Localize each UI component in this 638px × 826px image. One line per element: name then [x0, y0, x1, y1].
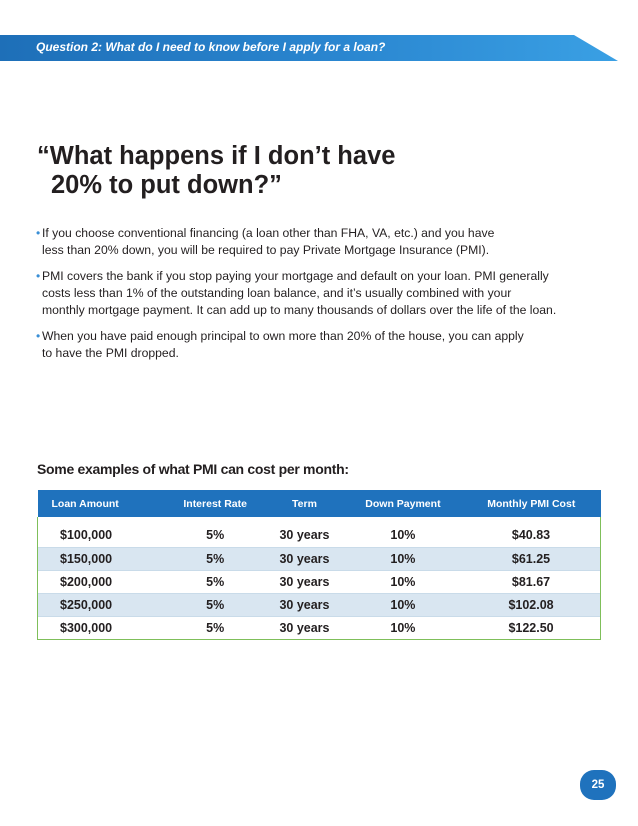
- table-row: [38, 570, 601, 593]
- cell-loan-amount: $300,000: [38, 616, 166, 639]
- bullet-line: to have the PMI dropped.: [42, 346, 179, 360]
- column-header-interest-rate: Interest Rate: [165, 490, 265, 517]
- cell-monthly-pmi-cost: $61.25: [462, 547, 600, 570]
- cell-down-payment: 10%: [344, 547, 462, 570]
- section-title: Question 2: What do I need to know before I apply for a loan?: [36, 40, 386, 54]
- bullet-item: [36, 268, 606, 319]
- cell-interest-rate: 5%: [206, 527, 225, 542]
- cell-monthly-pmi-cost: $81.67: [462, 570, 600, 593]
- cell-term: 30 years: [265, 570, 344, 593]
- bullet-marker: •: [36, 269, 41, 283]
- page-number-badge: 25: [580, 770, 616, 800]
- cell-interest-rate: 5%: [165, 616, 265, 639]
- cell-term: 30 years: [265, 616, 344, 639]
- cell-down-payment: 10%: [390, 527, 416, 542]
- cell-loan-amount: $250,000: [38, 593, 166, 616]
- table-row: [38, 593, 601, 616]
- column-header-monthly-pmi-cost: Monthly PMI Cost: [462, 490, 600, 517]
- table-row: [38, 547, 601, 570]
- cell-down-payment: 10%: [344, 593, 462, 616]
- cell-loan-amount: $200,000: [38, 570, 166, 593]
- pmi-cost-table: [37, 490, 601, 640]
- cell-monthly-pmi-cost: $102.08: [462, 593, 600, 616]
- cell-interest-rate: 5%: [165, 593, 265, 616]
- cell-term: 30 years: [265, 593, 344, 616]
- bullet-marker: •: [36, 226, 41, 240]
- bullet-item: [36, 328, 606, 362]
- page-headline: [37, 142, 557, 200]
- cell-down-payment: 10%: [344, 616, 462, 639]
- cell-monthly-pmi-cost: $122.50: [462, 616, 600, 639]
- column-header-loan-amount: Loan Amount: [38, 490, 166, 517]
- table-title: Some examples of what PMI can cost per month:: [37, 461, 349, 477]
- bullet-list: [36, 225, 606, 371]
- cell-interest-rate: 5%: [165, 570, 265, 593]
- table-row: [38, 616, 601, 639]
- table-row: [38, 517, 601, 547]
- headline-line-1: “What happens if I don’t have: [37, 142, 396, 170]
- cell-loan-amount: $100,000: [38, 517, 166, 547]
- cell-loan-amount: $150,000: [38, 547, 166, 570]
- column-header-down-payment: Down Payment: [344, 490, 462, 517]
- bullet-line: costs less than 1% of the outstanding loan balance, and it’s usually combined with your: [42, 286, 512, 300]
- cell-monthly-pmi-cost: $40.83: [462, 517, 600, 547]
- cell-down-payment: 10%: [344, 570, 462, 593]
- table-header-row: [38, 490, 601, 517]
- headline-line-2: 20% to put down?”: [51, 171, 282, 199]
- bullet-line: less than 20% down, you will be required to pay Private Mortgage Insurance (PMI).: [42, 243, 490, 257]
- cell-term: 30 years: [265, 547, 344, 570]
- column-header-term: Term: [265, 490, 344, 517]
- bullet-line: If you choose conventional financing (a loan other than FHA, VA, etc.) and you have: [42, 226, 495, 240]
- bullet-line: PMI covers the bank if you stop paying your mortgage and default on your loan. PMI generally: [42, 269, 549, 283]
- bullet-marker: •: [36, 329, 41, 343]
- cell-interest-rate: 5%: [165, 547, 265, 570]
- bullet-item: [36, 225, 606, 259]
- cell-term: 30 years: [279, 527, 330, 542]
- bullet-line: monthly mortgage payment. It can add up to many thousands of dollars over the life of the loan.: [42, 303, 557, 317]
- bullet-line: When you have paid enough principal to own more than 20% of the house, you can apply: [42, 329, 524, 343]
